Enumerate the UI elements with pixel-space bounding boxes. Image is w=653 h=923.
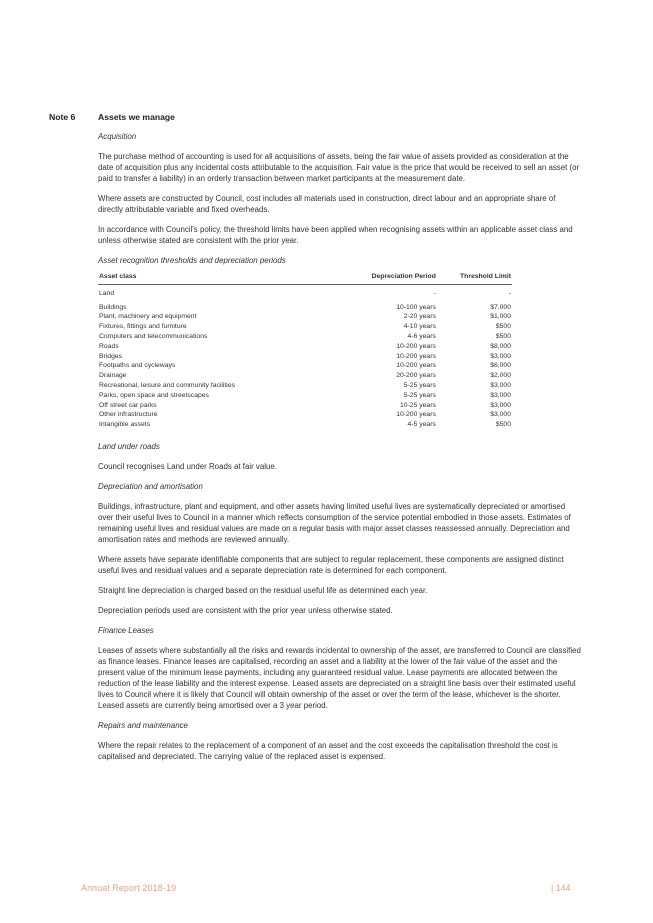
table-row	[98, 352, 512, 362]
cell-depreciation-period: 10-200 years	[396, 342, 436, 350]
cell-depreciation-period: 2-20 years	[403, 313, 436, 321]
cell-threshold-limit: -	[508, 289, 511, 297]
cell-threshold-limit: $3,000	[490, 391, 511, 399]
cell-threshold-limit: $7,000	[490, 303, 511, 311]
table-row	[98, 420, 512, 430]
finance-leases-heading: Finance Leases	[98, 625, 154, 635]
cell-threshold-limit: $500	[495, 323, 511, 331]
cell-depreciation-period: 10-25 years	[399, 401, 436, 409]
cell-threshold-limit: $2,000	[490, 372, 511, 380]
cell-asset-class: Drainage	[99, 372, 127, 380]
table-row	[98, 381, 512, 391]
note-title: Assets we manage	[98, 112, 175, 122]
table-row	[98, 401, 512, 411]
cell-depreciation-period: 4-10 years	[403, 323, 436, 331]
footer-report-title: Annual Report 2018-19	[81, 883, 177, 893]
repairs-heading: Repairs and maintenance	[98, 720, 188, 730]
cell-threshold-limit: $3,000	[490, 411, 511, 419]
table-row	[98, 303, 512, 313]
land-under-roads-paragraph: Council recognises Land under Roads at fair value.	[98, 461, 277, 471]
recognition-heading: Asset recognition thresholds and depreciation periods	[98, 256, 286, 265]
cell-depreciation-period: 10-100 years	[396, 303, 436, 311]
cell-threshold-limit: $3,000	[490, 352, 511, 360]
cell-depreciation-period: 20-200 years	[396, 372, 436, 380]
cell-asset-class: Computers and telecommunications	[99, 332, 208, 340]
repairs-paragraph: Where the repair relates to the replacement of a component of an asset and the cost exceeds the capitalisation threshold the cost is capitalised and depreciated. The carrying value of the replaced asset is expensed.	[98, 740, 558, 761]
cell-threshold-limit: $500	[495, 332, 511, 340]
cell-depreciation-period: 10-200 years	[396, 352, 436, 360]
cell-asset-class: Off street car parks	[99, 401, 157, 409]
depreciation-paragraph-4: Depreciation periods used are consistent with the prior year unless otherwise stated.	[98, 605, 393, 615]
table-row	[98, 284, 512, 302]
table-row	[98, 361, 512, 371]
acquisition-paragraph-1: The purchase method of accounting is used for all acquisitions of assets, being the fair value of assets provided as consideration at the date of acquisition plus any incidental costs attributable to the acquisition. Fair value is the price that would be received to sell an asset (or paid to transfer a liability) in an orderly transaction between market participants at the measurement date.	[98, 152, 580, 183]
cell-threshold-limit: $500	[495, 421, 511, 429]
depreciation-paragraph-1: Buildings, infrastructure, plant and equipment, and other assets having limited useful lives are systematically depreciated or amortised over their useful lives to Council in a manner which reflects consumption of the service potential embodied in those assets. Estimates of remaining useful lives and residual values are made on a regular basis with major asset classes reassessed annually. Depreciation and amortisation rates and methods are reviewed annually.	[98, 501, 571, 544]
cell-asset-class: Intangible assets	[99, 421, 151, 429]
column-header-threshold-limit: Threshold Limit	[437, 272, 512, 284]
cell-depreciation-period: 4-5 years	[407, 421, 436, 429]
cell-asset-class: Parks, open space and streetscapes	[99, 391, 209, 399]
acquisition-heading: Acquisition	[98, 132, 137, 141]
cell-threshold-limit: $1,000	[490, 313, 511, 321]
acquisition-paragraph-3: In accordance with Council's policy, the threshold limits have been applied when recognising assets within an applicable asset class and unless otherwise stated are consistent with the prior year.	[98, 225, 573, 245]
depreciation-heading: Depreciation and amortisation	[98, 481, 203, 491]
cell-threshold-limit: $3,000	[490, 381, 511, 389]
land-under-roads-heading: Land under roads	[98, 441, 160, 451]
cell-asset-class: Footpaths and cycleways	[99, 362, 176, 370]
note-content	[98, 131, 582, 771]
table-row	[98, 342, 512, 352]
cell-asset-class: Plant, machinery and equipment	[99, 313, 197, 321]
cell-asset-class: Land	[99, 289, 115, 297]
cell-threshold-limit: $6,000	[490, 362, 511, 370]
cell-threshold-limit: $3,000	[490, 401, 511, 409]
cell-depreciation-period: 5-25 years	[403, 391, 436, 399]
note-number: Note 6	[49, 112, 76, 122]
cell-asset-class: Bridges	[99, 352, 123, 360]
column-header-depreciation-period: Depreciation Period	[336, 272, 437, 284]
table-row	[98, 312, 512, 322]
footer-page-number: | 144	[551, 883, 571, 893]
cell-asset-class: Fixtures, fittings and furniture	[99, 323, 187, 331]
cell-asset-class: Buildings	[99, 303, 127, 311]
table-row	[98, 410, 512, 420]
cell-depreciation-period: 5-25 years	[403, 381, 436, 389]
depreciation-paragraph-2: Where assets have separate identifiable components that are subject to regular replacement, these components are assigned distinct useful lives and residual values and a separate depreciation rate is determined for each component.	[98, 554, 564, 575]
cell-asset-class: Recreational, leisure and community facilities	[99, 381, 235, 389]
cell-depreciation-period: -	[433, 289, 436, 297]
cell-asset-class: Other infrastructure	[99, 411, 158, 419]
table-row	[98, 332, 512, 342]
table-row	[98, 371, 512, 381]
asset-table-body	[98, 284, 512, 430]
acquisition-paragraph-2: Where assets are constructed by Council, cost includes all materials used in construction, direct labour and an appropriate share of directly attributable variable and fixed overheads.	[98, 194, 556, 214]
table-row	[98, 322, 512, 332]
table-row	[98, 391, 512, 401]
cell-asset-class: Roads	[99, 342, 119, 350]
cell-depreciation-period: 10-200 years	[396, 362, 436, 370]
asset-thresholds-table	[98, 272, 512, 430]
cell-depreciation-period: 4-6 years	[407, 332, 436, 340]
column-header-asset-class: Asset class	[98, 272, 336, 284]
cell-threshold-limit: $8,000	[490, 342, 511, 350]
depreciation-paragraph-3: Straight line depreciation is charged based on the residual useful life as determined each year.	[98, 585, 428, 595]
finance-leases-paragraph: Leases of assets where substantially all the risks and rewards incidental to ownership of the asset, are transferred to Council are classified as finance leases. Finance leases are capitalised, recording an asset and a liability at the lower of the fair value of the asset and the present value of the minimum lease payments, including any guaranteed residual value. Lease payments are allocated between the reduction of the lease liability and the interest expense. Leased assets are depreciated on a straight line basis over their estimated useful lives to Council where it is likely that Council will obtain ownership of the asset or over the term of the lease, whichever is the shorter. Leased assets are currently being amortised over a 3 year period.	[98, 645, 581, 710]
cell-depreciation-period: 10-200 years	[396, 411, 436, 419]
